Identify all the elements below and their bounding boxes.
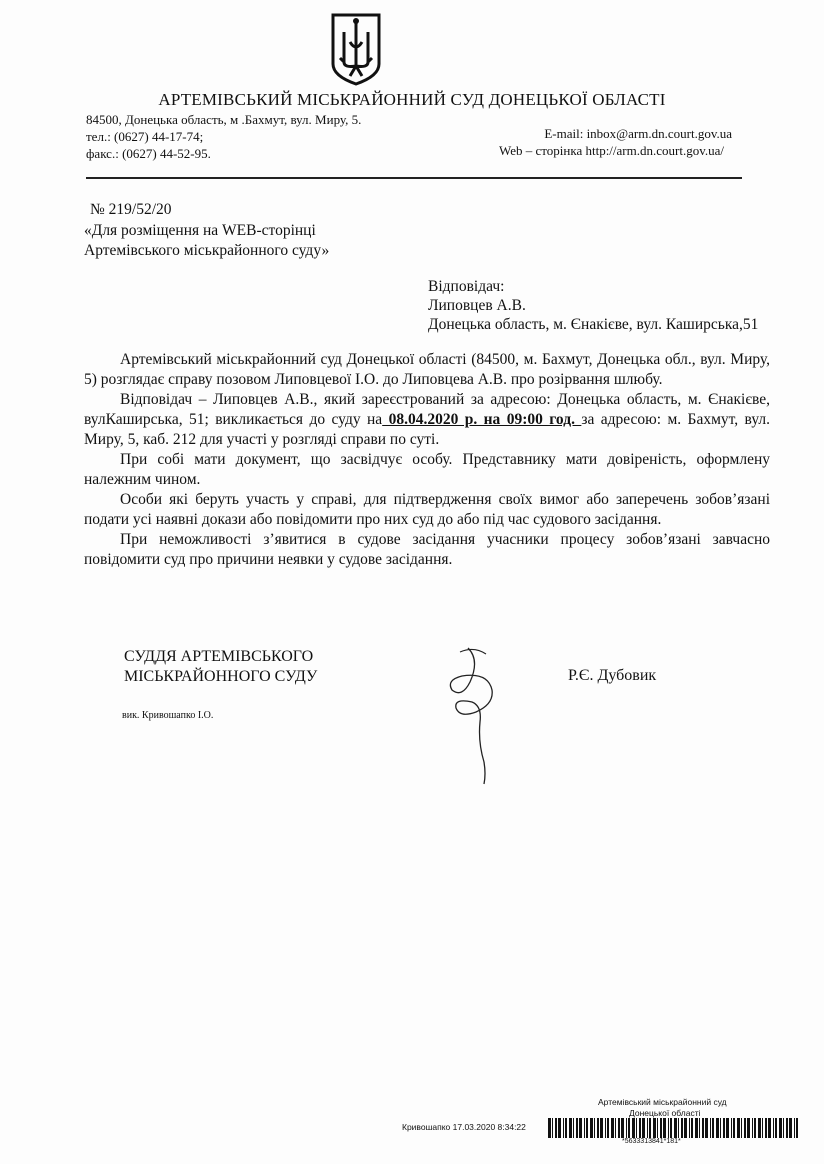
judge-signature-icon [440,642,510,787]
judge-position-line2: МІСЬКРАЙОННОГО СУДУ [124,668,318,685]
paragraph-absence: При неможливості з’явитися в судове засідання учасники процесу зобов’язані завчасно повідомити суд про причини неявки у судове засідання. [84,531,770,568]
recipient-label: Відповідач: [428,278,505,295]
summons-location: за адресою: м. Бахмут, вул. Миру, 5, каб. 212 для участі у розгляді справи по суті. [84,411,770,448]
court-phone: тел.: (0627) 44-17-74; [86,129,204,144]
case-number: № 219/52/20 [90,201,172,218]
barcode-number: *5633313841*181* [622,1138,681,1145]
registration-stamp-line2: Донецької області [629,1108,701,1118]
court-email: E-mail: inbox@arm.dn.court.gov.ua [544,126,732,141]
court-website: Web – сторінка http://arm.dn.court.gov.ua/ [498,143,724,158]
barcode-icon [548,1118,802,1138]
registrar-datetime: Кривошапко 17.03.2020 8:34:22 [402,1122,526,1132]
placement-note-line1: «Для розміщення на WEB-сторінці [84,222,316,239]
judge-position-line1: СУДДЯ АРТЕМІВСЬКОГО [124,648,314,665]
paragraph-documents: При собі мати документ, що засвідчує особу. Представнику мати довіреність, оформлену належним чином. [84,451,770,488]
placement-note-line2: Артемівського міськрайонного суду» [84,242,330,259]
court-fax: факс.: (0627) 44-52-95. [86,146,211,161]
header-divider [86,177,742,179]
hearing-datetime: 08.04.2020 р. на 09:00 год. [382,411,582,428]
summons-text: Відповідач – Липовцев А.В., який зареєстрований за адресою: Донецька область, м. Єнакієве, вулКаширська, 51; викликається до суду на [84,391,770,428]
letter-body [84,350,770,570]
executor-name: вик. Кривошапко І.О. [122,710,214,721]
paragraph-case-notice: Артемівський міськрайонний суд Донецької області (84500, м. Бахмут, Донецька обл., вул. Миру, 5) розглядає справу позовом Липовцевої І.О. до Липовцева А.В. про розірвання шлюбу. [84,351,770,388]
paragraph-evidence: Особи які беруть участь у справі, для підтвердження своїх вимог або заперечень зобов’язані подати усі наявні докази або повідомити про них суд до або під час судового засідання. [84,491,770,528]
paragraph-summons [84,390,770,450]
judge-name: Р.Є. Дубовик [568,667,657,684]
recipient-address: Донецька область, м. Єнакієве, вул. Каширська,51 [428,316,759,333]
court-name: АРТЕМІВСЬКИЙ МІСЬКРАЙОННИЙ СУД ДОНЕЦЬКОЇ ОБЛАСТІ [158,90,666,109]
recipient-name: Липовцев А.В. [428,297,526,314]
court-address: 84500, Донецька область, м .Бахмут, вул. Миру, 5. [86,112,362,127]
coat-of-arms-icon [330,12,382,86]
registration-stamp-line1: Артемівський міськрайонний суд [598,1097,727,1107]
